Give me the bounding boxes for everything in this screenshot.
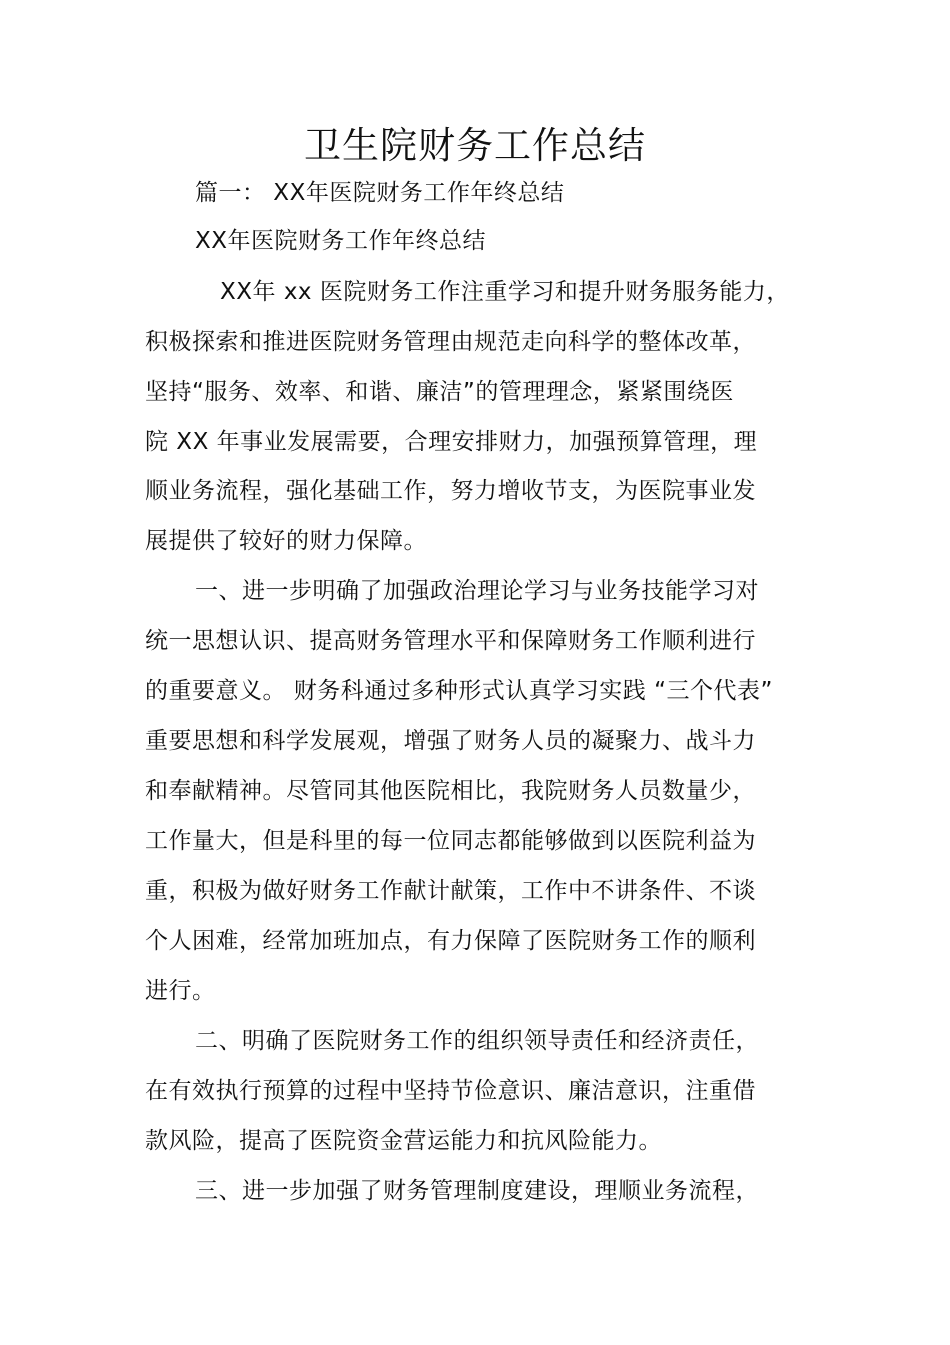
paragraph-line: XX年 xx 医院财务工作注重学习和提升财务服务能力， bbox=[220, 279, 790, 305]
paragraph-line: 进行。 bbox=[145, 978, 216, 1004]
paragraph-line: 款风险，提高了医院资金营运能力和抗风险能力。 bbox=[145, 1128, 662, 1154]
paragraph-line: 一、进一步明确了加强政治理论学习与业务技能学习对 bbox=[195, 578, 759, 604]
paragraph-line: 和奉献精神。尽管同其他医院相比，我院财务人员数量少， bbox=[145, 778, 756, 804]
paragraph-line: 重，积极为做好财务工作献计献策，工作中不讲条件、不谈 bbox=[145, 878, 756, 904]
document-heading: XX年医院财务工作年终总结 bbox=[195, 228, 487, 254]
paragraph-line: 的重要意义。 财务科通过多种形式认真学习实践 “三个代表” bbox=[145, 678, 773, 704]
paragraph-line: 积极探索和推进医院财务管理由规范走向科学的整体改革， bbox=[145, 329, 756, 355]
paragraph-line: 院 XX 年事业发展需要，合理安排财力，加强预算管理，理 bbox=[145, 429, 758, 455]
paragraph-line: 个人困难，经常加班加点，有力保障了医院财务工作的顺利 bbox=[145, 928, 756, 954]
document-subtitle: 篇一： XX年医院财务工作年终总结 bbox=[195, 180, 565, 206]
paragraph-line: 工作量大，但是科里的每一位同志都能够做到以医院利益为 bbox=[145, 828, 756, 854]
paragraph-line: 展提供了较好的财力保障。 bbox=[145, 528, 427, 554]
paragraph-line: 顺业务流程，强化基础工作，努力增收节支，为医院事业发 bbox=[145, 478, 756, 504]
document-title: 卫生院财务工作总结 bbox=[304, 124, 646, 167]
paragraph-line: 二、明确了医院财务工作的组织领导责任和经济责任， bbox=[195, 1028, 759, 1054]
paragraph-line: 坚持“服务、效率、和谐、廉洁”的管理理念，紧紧围绕医 bbox=[145, 379, 734, 405]
paragraph-line: 重要思想和科学发展观，增强了财务人员的凝聚力、战斗力 bbox=[145, 728, 756, 754]
paragraph-line: 统一思想认识、提高财务管理水平和保障财务工作顺利进行 bbox=[145, 628, 756, 654]
paragraph-line: 三、进一步加强了财务管理制度建设，理顺业务流程， bbox=[195, 1178, 759, 1204]
paragraph-line: 在有效执行预算的过程中坚持节俭意识、廉洁意识，注重借 bbox=[145, 1078, 756, 1104]
